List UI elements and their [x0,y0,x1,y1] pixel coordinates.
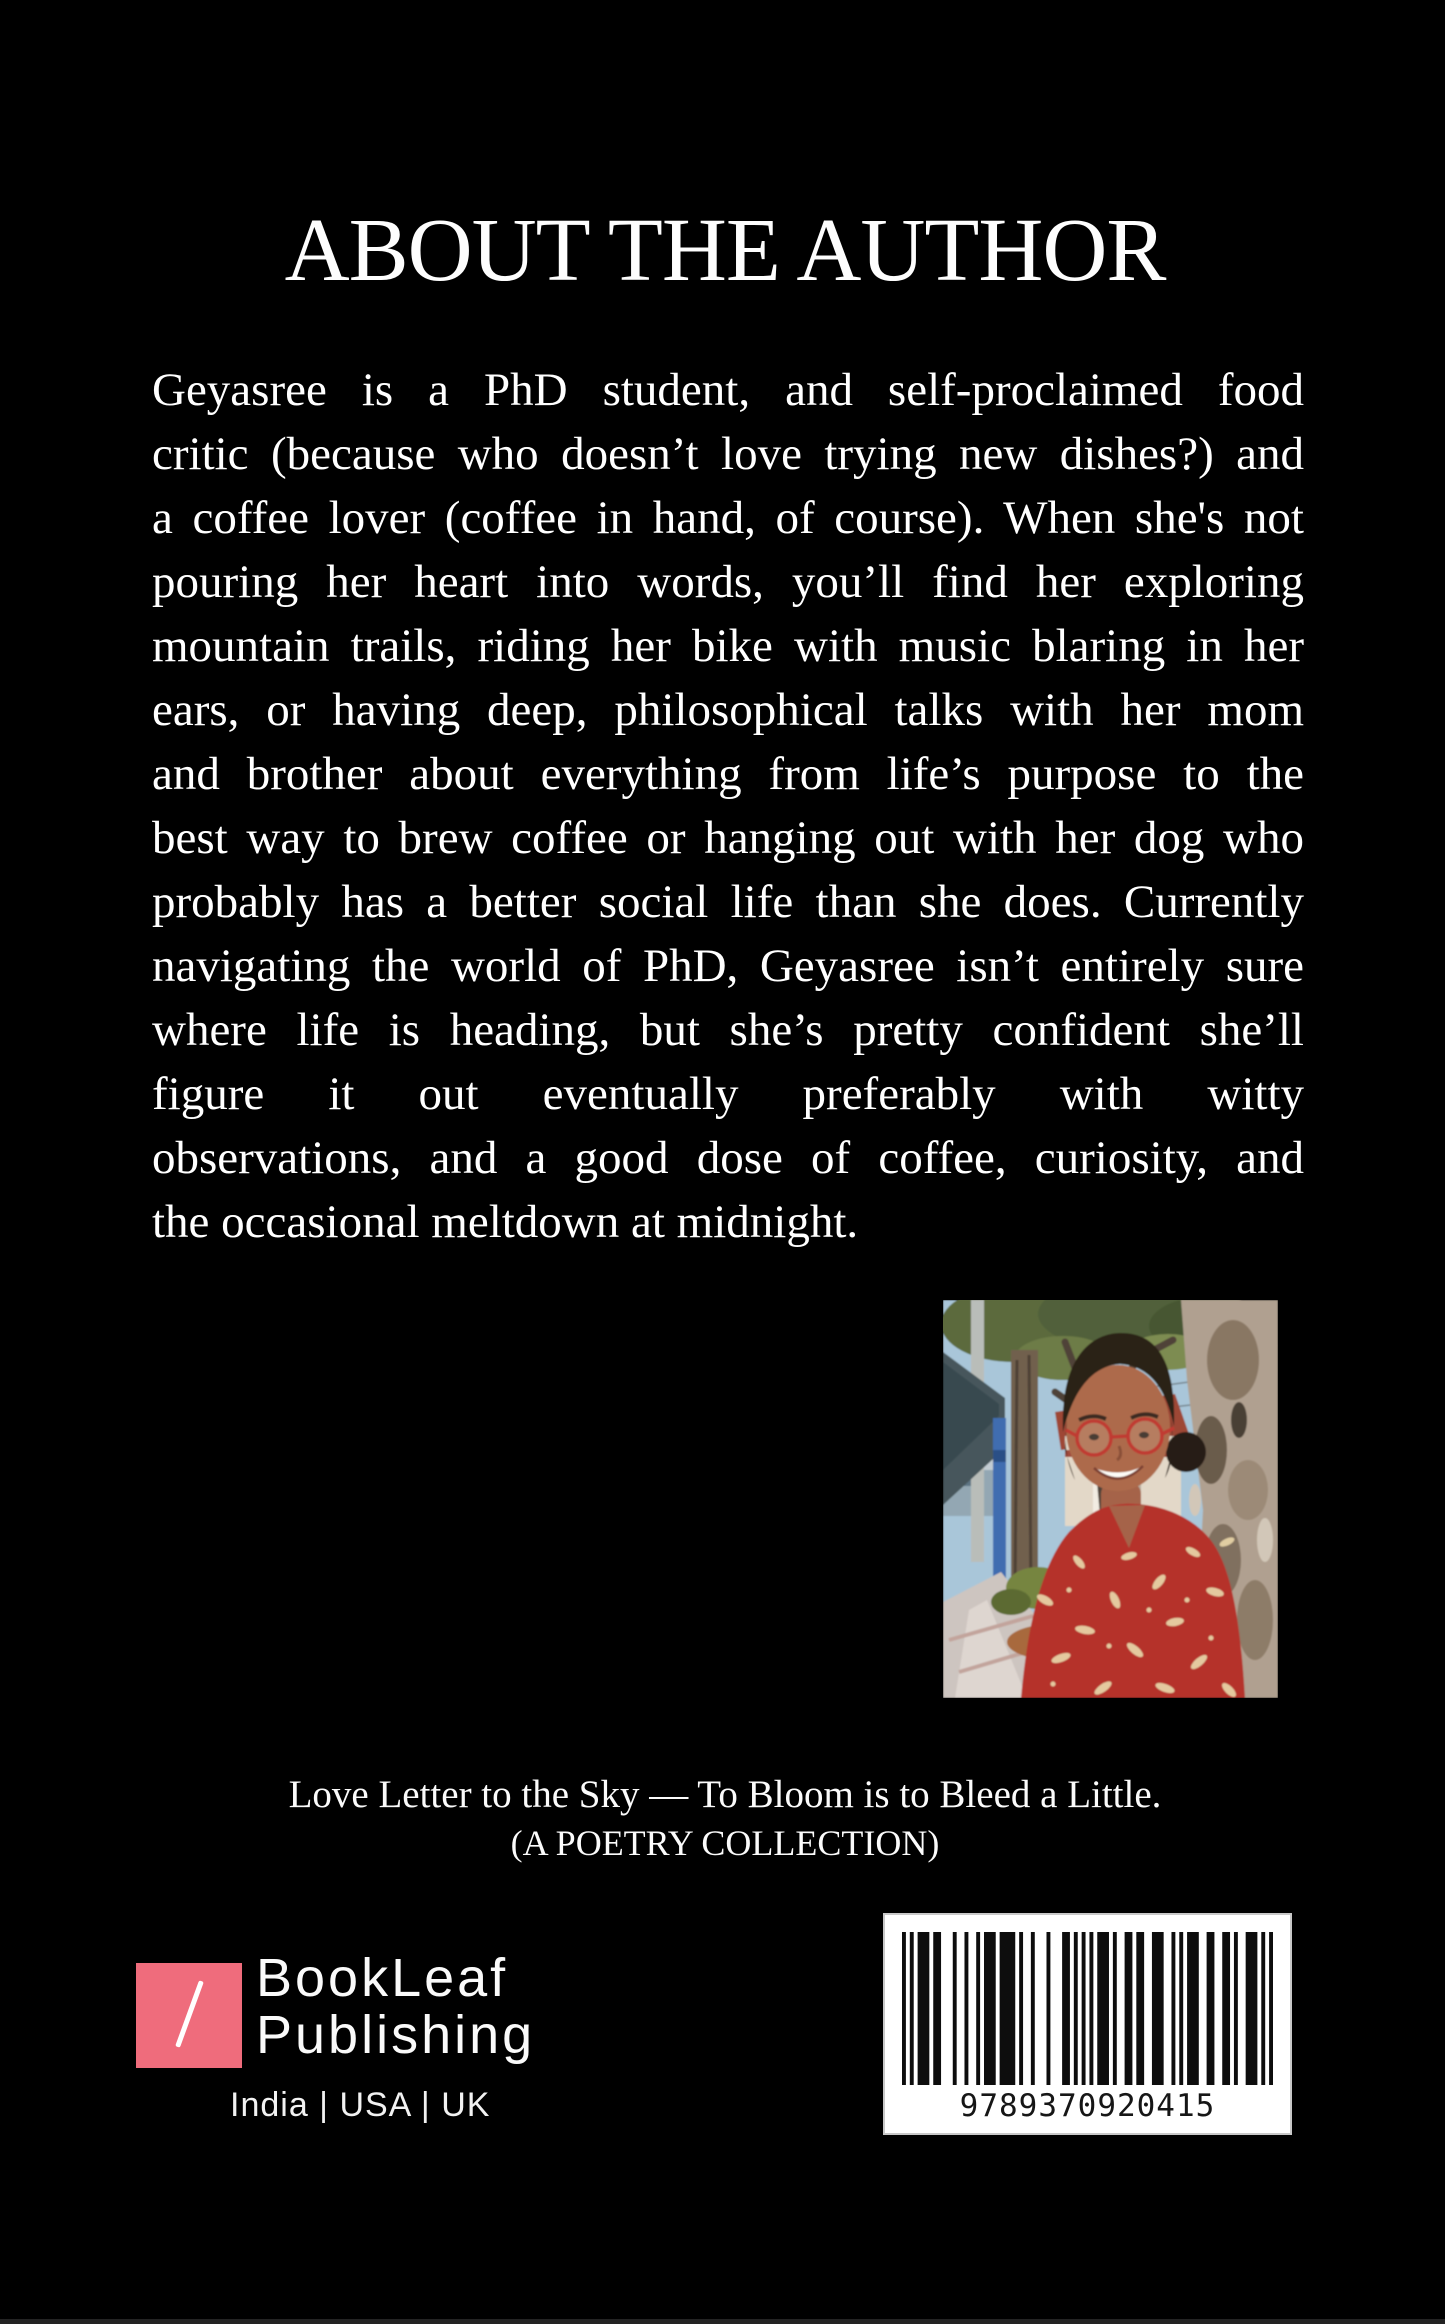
about-line: ears, or having deep, philosophical talks with her mom [152,684,1304,736]
about-line: critic (because who doesn’t love trying new dishes?) and [152,428,1304,480]
about-line: figure it out eventually preferably with witty [152,1068,1304,1120]
about-line: navigating the world of PhD, Geyasree isn’t entirely sure [152,940,1304,992]
book-tagline [146,1772,1304,1868]
about-line: Geyasree is a PhD student, and self-proclaimed food [152,364,1304,416]
author-photo-illustration [943,1300,1278,1698]
about-line: the occasional meltdown at midnight. [152,1196,859,1248]
publisher-regions: India | USA | UK [230,2086,491,2124]
tagline-subtitle: (A POETRY COLLECTION) [510,1823,940,1863]
publisher-name-line1: BookLeaf [256,1948,509,2008]
barcode-bars [902,1932,1273,2085]
about-line: where life is heading, but she’s pretty confident she’ll [152,1004,1304,1056]
about-line: mountain trails, riding her bike with music blaring in her [152,620,1304,672]
tagline-line: Love Letter to the Sky — To Bloom is to Bleed a Little. [288,1773,1162,1816]
isbn-number: 9789370920415 [959,2088,1216,2124]
about-line: a coffee lover (coffee in hand, of course). When she's not [152,492,1304,544]
about-line: probably has a better social life than she does. Currently [152,876,1304,928]
about-line: pouring her heart into words, you’ll find her exploring [152,556,1304,608]
cover-bottom-edge [0,2319,1445,2324]
author-photo [943,1300,1278,1698]
slash-icon [175,1980,204,2047]
page-title: ABOUT THE AUTHOR [284,201,1166,300]
barcode [883,1913,1292,2135]
publisher-name [256,1950,535,2064]
bookleaf-logo [136,1963,242,2068]
about-line: and brother about everything from life’s purpose to the [152,748,1304,800]
publisher-name-line2: Publishing [256,2005,536,2065]
about-line: observations, and a good dose of coffee, curiosity, and [152,1132,1304,1184]
about-author-text [152,358,1304,1254]
about-line: best way to brew coffee or hanging out with her dog who [152,812,1304,864]
